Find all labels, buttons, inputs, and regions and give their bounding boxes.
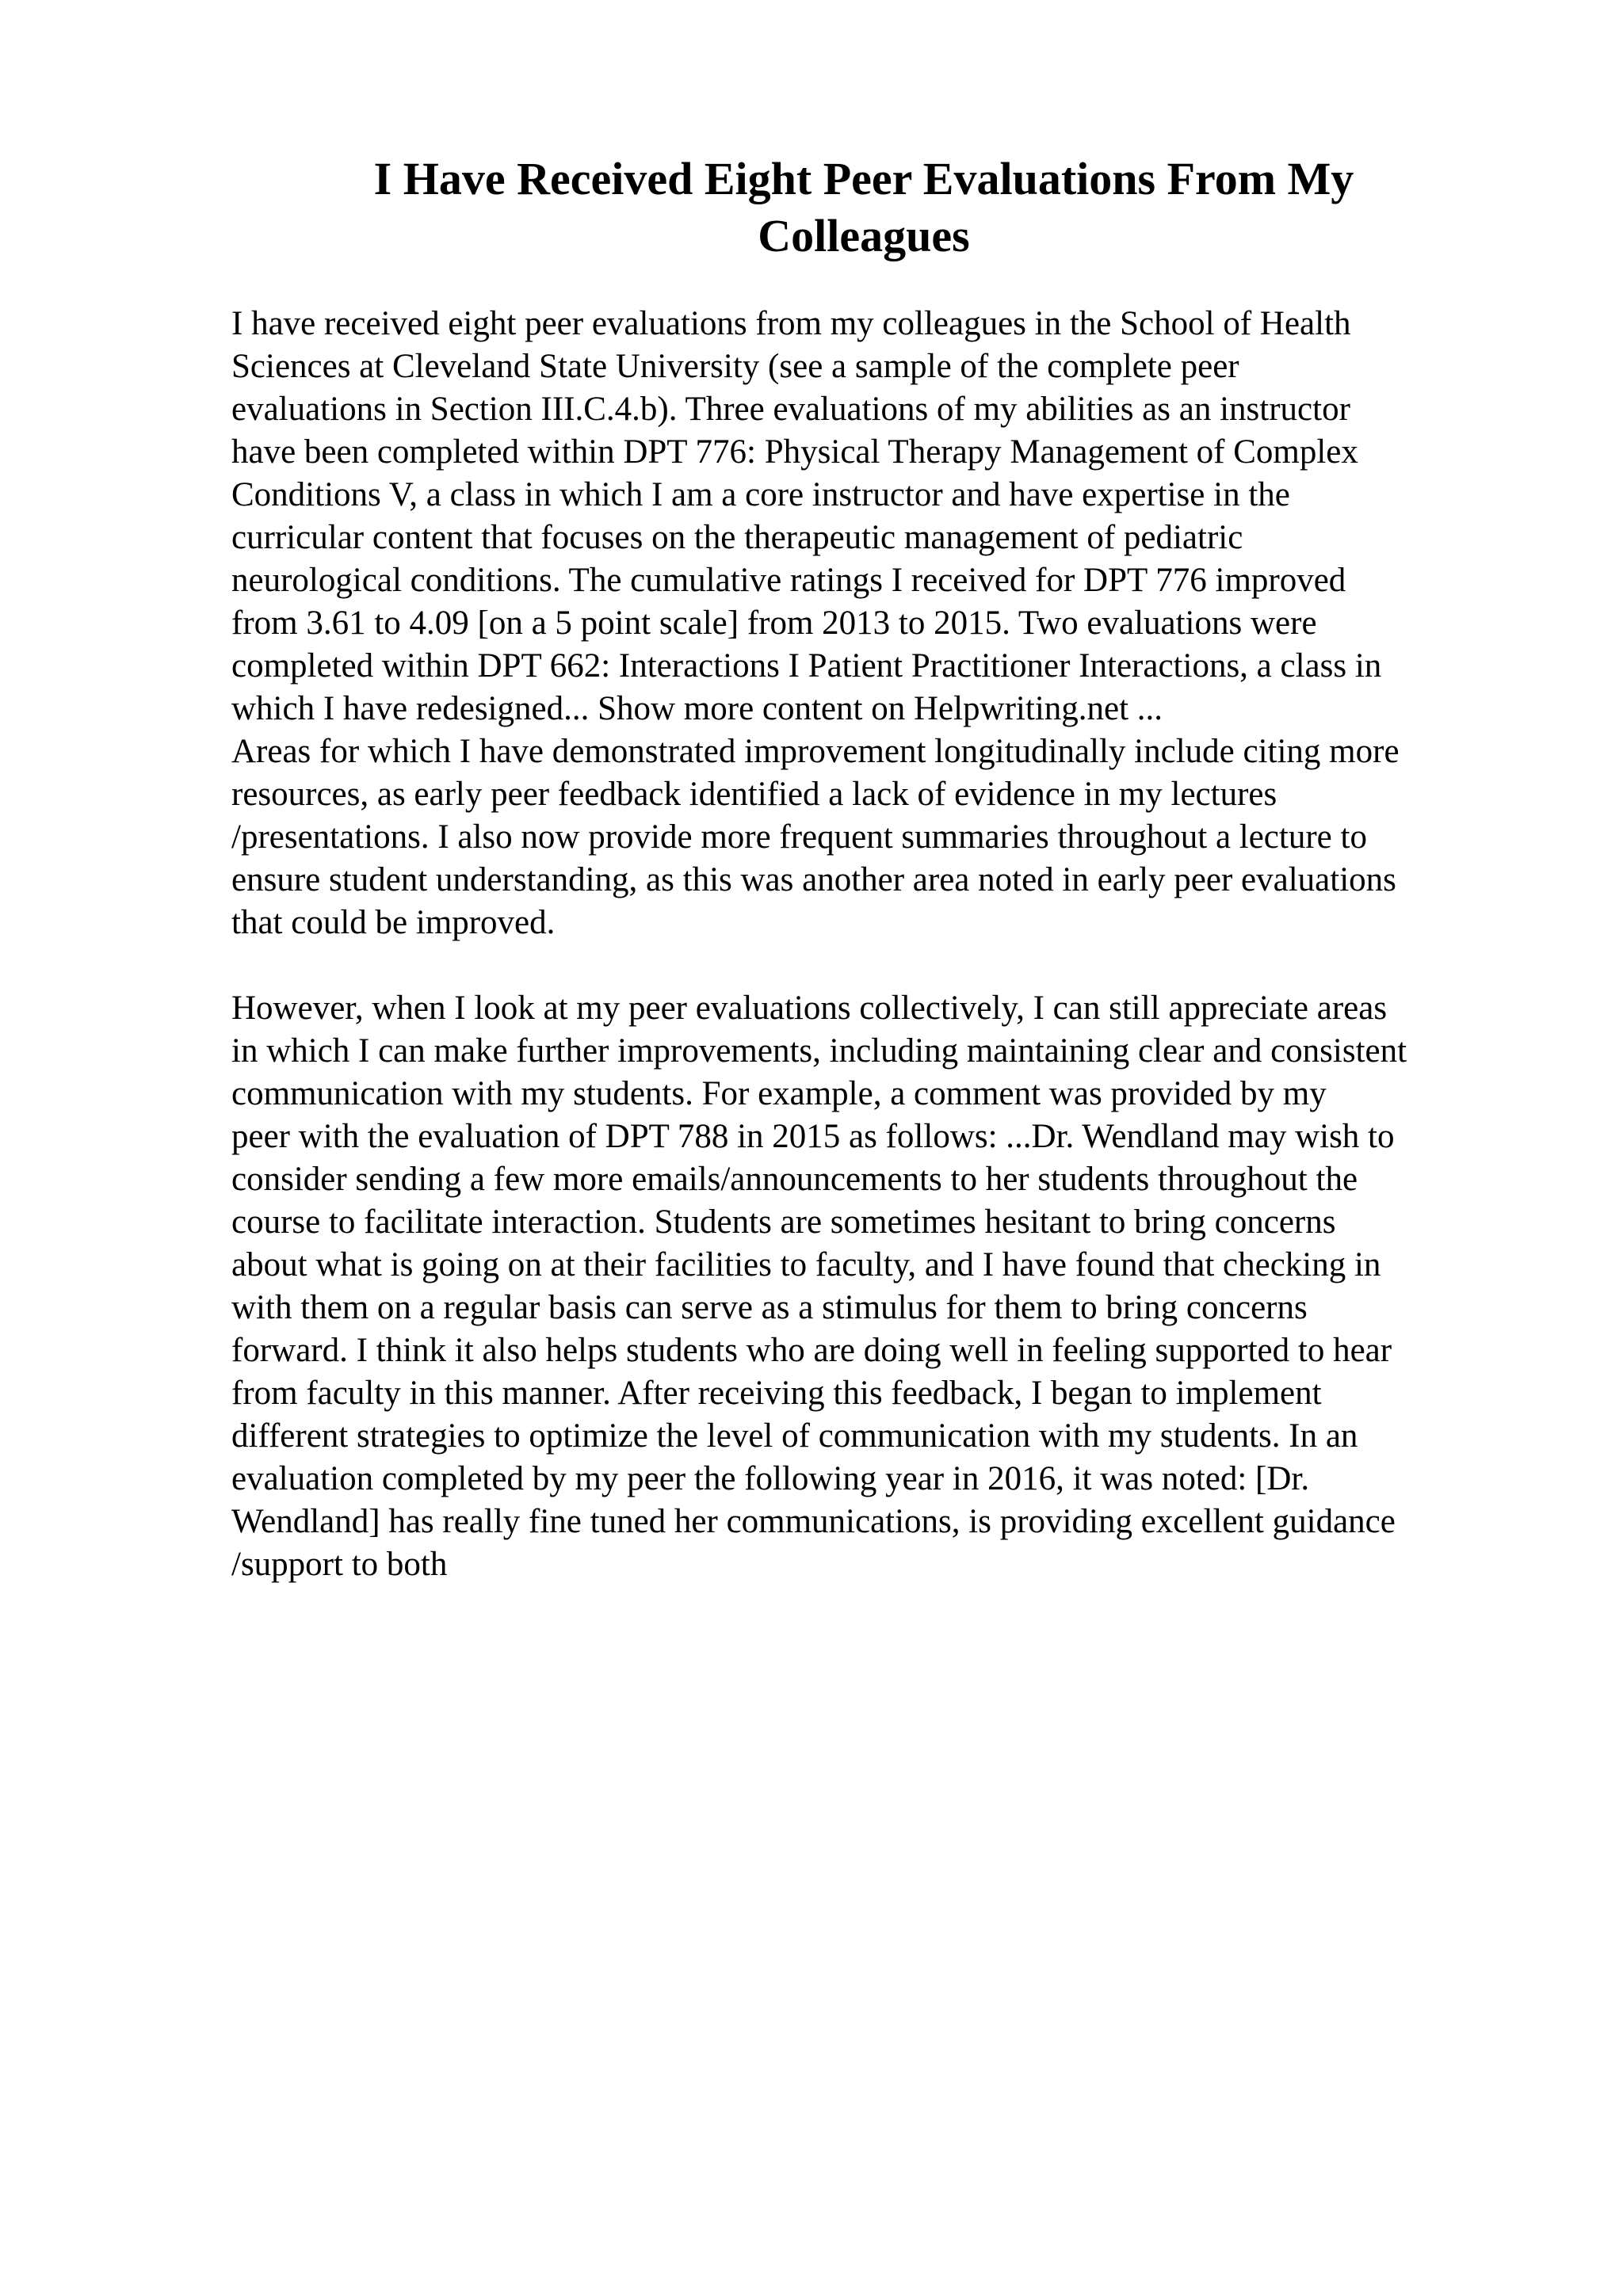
text-line: forward. I think it also helps students who are doing well in feeling supported to hear <box>231 1332 1392 1369</box>
paragraph-1 <box>231 303 1515 730</box>
document-body <box>231 303 1515 1586</box>
text-line: communication with my students. For example, a comment was provided by my <box>231 1075 1327 1112</box>
text-line: Conditions V, a class in which I am a core instructor and have expertise in the <box>231 476 1290 513</box>
text-line: which I have redesigned... Show more content on Helpwriting.net ... <box>231 690 1163 727</box>
text-line: However, when I look at my peer evaluations collectively, I can still appreciate areas <box>231 990 1388 1027</box>
paragraph-spacer <box>231 944 1515 987</box>
text-line: Sciences at Cleveland State University (see a sample of the complete peer <box>231 348 1239 385</box>
text-line: in which I can make further improvements, including maintaining clear and consistent <box>231 1032 1407 1070</box>
text-line: about what is going on at their facilities to faculty, and I have found that checking in <box>231 1246 1381 1283</box>
text-line: with them on a regular basis can serve as a stimulus for them to bring concerns <box>231 1289 1308 1326</box>
text-line: evaluations in Section III.C.4.b). Three evaluations of my abilities as an instructor <box>231 391 1350 428</box>
title-line: Colleagues <box>758 210 970 261</box>
text-line: Areas for which I have demonstrated improvement longitudinally include citing more <box>231 733 1400 770</box>
paragraph-3 <box>231 987 1515 1586</box>
text-line: have been completed within DPT 776: Physical Therapy Management of Complex <box>231 433 1358 471</box>
text-line: from faculty in this manner. After receiving this feedback, I began to implement <box>231 1375 1322 1412</box>
text-line: consider sending a few more emails/announcements to her students throughout the <box>231 1161 1358 1198</box>
text-line: I have received eight peer evaluations from my colleagues in the School of Health <box>231 305 1351 342</box>
text-line: different strategies to optimize the level of communication with my students. In an <box>231 1417 1358 1455</box>
text-line: ensure student understanding, as this was another area noted in early peer evaluations <box>231 861 1396 898</box>
text-line: completed within DPT 662: Interactions I Patient Practitioner Interactions, a class in <box>231 647 1382 685</box>
text-line: course to facilitate interaction. Students are sometimes hesitant to bring concerns <box>231 1203 1336 1241</box>
text-line: curricular content that focuses on the therapeutic management of pediatric <box>231 519 1243 556</box>
text-line: that could be improved. <box>231 904 556 941</box>
text-line: neurological conditions. The cumulative ratings I received for DPT 776 improved <box>231 562 1346 599</box>
title-line: I Have Received Eight Peer Evaluations From My <box>373 153 1354 204</box>
text-line: /support to both <box>231 1546 448 1583</box>
text-line: evaluation completed by my peer the following year in 2016, it was noted: [Dr. <box>231 1460 1310 1497</box>
text-line: resources, as early peer feedback identified a lack of evidence in my lectures <box>231 776 1277 813</box>
text-line: /presentations. I also now provide more frequent summaries throughout a lecture to <box>231 818 1367 856</box>
document-title <box>230 151 1498 265</box>
text-line: Wendland] has really fine tuned her communications, is providing excellent guidance <box>231 1503 1396 1540</box>
paragraph-2 <box>231 730 1515 944</box>
text-line: peer with the evaluation of DPT 788 in 2015 as follows: ...Dr. Wendland may wish to <box>231 1118 1395 1155</box>
text-line: from 3.61 to 4.09 [on a 5 point scale] from 2013 to 2015. Two evaluations were <box>231 605 1317 642</box>
